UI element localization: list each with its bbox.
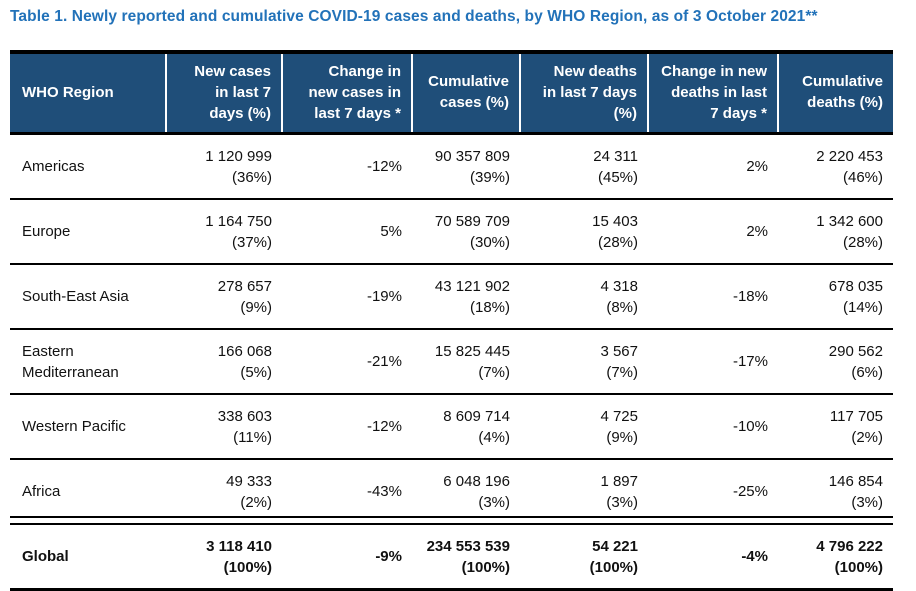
- new-cases-cell: 3 118 410 (100%): [166, 524, 282, 590]
- col-header-cumulative-cases: Cumulative cases (%): [412, 52, 520, 134]
- new-deaths-cell: 4 725 (9%): [520, 394, 648, 459]
- cumulative-cases-cell: 8 609 714 (4%): [412, 394, 520, 459]
- cumulative-cases-cell: 6 048 196 (3%): [412, 459, 520, 524]
- cumulative-deaths-cell: 290 562 (6%): [778, 329, 893, 394]
- new-cases-cell: 278 657 (9%): [166, 264, 282, 329]
- covid-region-table: [10, 50, 893, 591]
- change-deaths-cell: -25%: [648, 459, 778, 524]
- change-deaths-cell: 2%: [648, 199, 778, 264]
- cumulative-cases-cell: 234 553 539 (100%): [412, 524, 520, 590]
- cumulative-deaths-cell: 678 035 (14%): [778, 264, 893, 329]
- change-cases-cell: -9%: [282, 524, 412, 590]
- change-cases-cell: -12%: [282, 394, 412, 459]
- table-row-western-pacific: [10, 394, 893, 459]
- region-name: Western Pacific: [10, 394, 166, 459]
- region-name: Europe: [10, 199, 166, 264]
- table-header: [10, 52, 893, 134]
- cumulative-deaths-cell: 117 705 (2%): [778, 394, 893, 459]
- table-row-eastern-mediterranean: [10, 329, 893, 394]
- header-row: [10, 52, 893, 134]
- cumulative-cases-cell: 70 589 709 (30%): [412, 199, 520, 264]
- col-header-new-cases: New cases in last 7 days (%): [166, 52, 282, 134]
- table-row-africa: [10, 459, 893, 524]
- region-name: Global: [10, 524, 166, 590]
- cumulative-cases-cell: 43 121 902 (18%): [412, 264, 520, 329]
- col-header-change-new-cases: Change in new cases in last 7 days *: [282, 52, 412, 134]
- cumulative-deaths-cell: 146 854 (3%): [778, 459, 893, 524]
- cumulative-cases-cell: 90 357 809 (39%): [412, 134, 520, 200]
- table-title: Table 1. Newly reported and cumulative COVID-19 cases and deaths, by WHO Region, as of 3 October 2021**: [10, 8, 818, 25]
- new-cases-cell: 338 603 (11%): [166, 394, 282, 459]
- change-deaths-cell: -17%: [648, 329, 778, 394]
- new-deaths-cell: 1 897 (3%): [520, 459, 648, 524]
- table-row-south-east-asia: [10, 264, 893, 329]
- change-deaths-cell: -10%: [648, 394, 778, 459]
- new-cases-cell: 166 068 (5%): [166, 329, 282, 394]
- change-deaths-cell: 2%: [648, 134, 778, 200]
- region-name: Americas: [10, 134, 166, 200]
- change-deaths-cell: -4%: [648, 524, 778, 590]
- table-body: [10, 134, 893, 590]
- table-bottom-rule: [10, 516, 893, 518]
- new-deaths-cell: 54 221 (100%): [520, 524, 648, 590]
- cumulative-deaths-cell: 1 342 600 (28%): [778, 199, 893, 264]
- new-cases-cell: 1 120 999 (36%): [166, 134, 282, 200]
- change-cases-cell: -12%: [282, 134, 412, 200]
- new-deaths-cell: 4 318 (8%): [520, 264, 648, 329]
- col-header-who-region: WHO Region: [10, 52, 166, 134]
- change-deaths-cell: -18%: [648, 264, 778, 329]
- change-cases-cell: -19%: [282, 264, 412, 329]
- table-row-global: [10, 524, 893, 590]
- change-cases-cell: -43%: [282, 459, 412, 524]
- new-deaths-cell: 3 567 (7%): [520, 329, 648, 394]
- col-header-change-new-deaths: Change in new deaths in last 7 days *: [648, 52, 778, 134]
- new-cases-cell: 49 333 (2%): [166, 459, 282, 524]
- region-name: Eastern Mediterranean: [10, 329, 166, 394]
- change-cases-cell: -21%: [282, 329, 412, 394]
- col-header-cumulative-deaths: Cumulative deaths (%): [778, 52, 893, 134]
- table-row-americas: [10, 134, 893, 200]
- change-cases-cell: 5%: [282, 199, 412, 264]
- new-deaths-cell: 15 403 (28%): [520, 199, 648, 264]
- new-deaths-cell: 24 311 (45%): [520, 134, 648, 200]
- col-header-new-deaths: New deaths in last 7 days (%): [520, 52, 648, 134]
- table-row-europe: [10, 199, 893, 264]
- cumulative-deaths-cell: 4 796 222 (100%): [778, 524, 893, 590]
- cumulative-cases-cell: 15 825 445 (7%): [412, 329, 520, 394]
- cumulative-deaths-cell: 2 220 453 (46%): [778, 134, 893, 200]
- region-name: South-East Asia: [10, 264, 166, 329]
- new-cases-cell: 1 164 750 (37%): [166, 199, 282, 264]
- region-name: Africa: [10, 459, 166, 524]
